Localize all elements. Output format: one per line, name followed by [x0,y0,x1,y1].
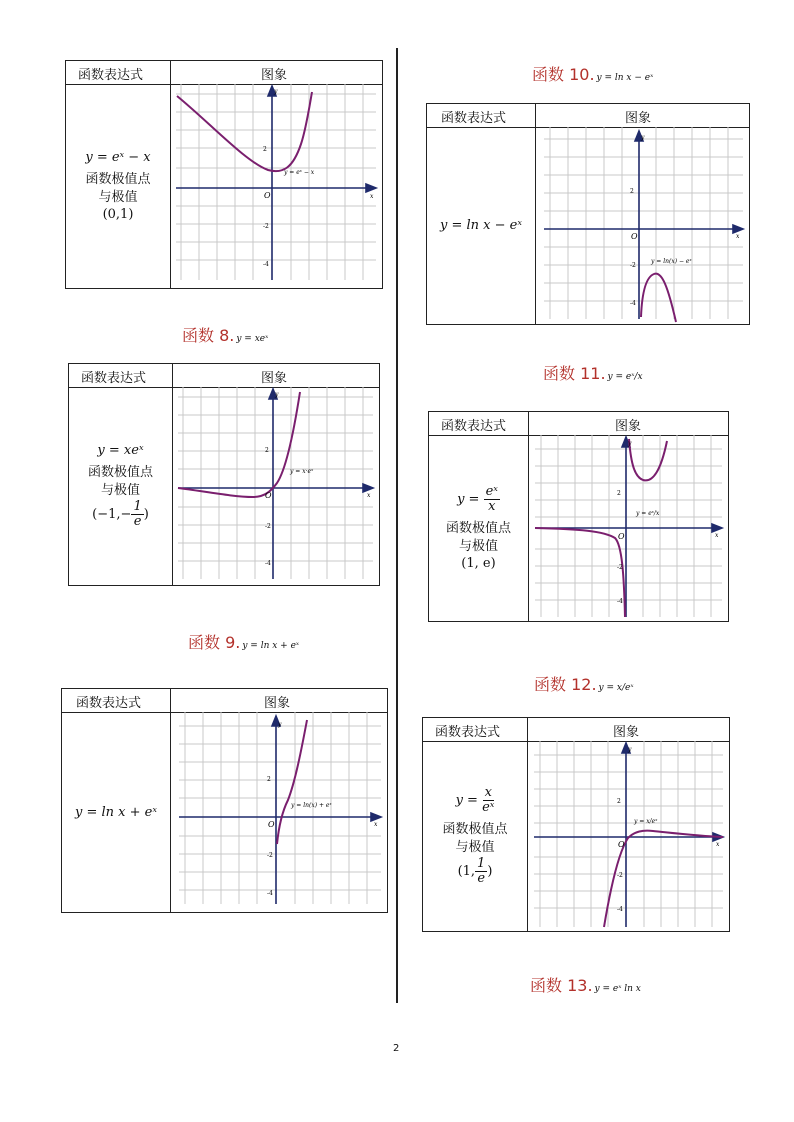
curve-label: y = x/eˣ [634,818,658,825]
header-graph: 图象 [261,371,288,386]
svg-text:O: O [631,232,638,241]
table-function-12 [422,717,730,932]
curve-label: y = x·eˣ [290,468,314,475]
svg-text:-2: -2 [267,852,273,859]
svg-text:y: y [275,391,279,398]
svg-text:y: y [628,440,632,447]
svg-text:-4: -4 [617,598,623,605]
title-function-12: 函数 12. y = x/eˣ [534,675,634,694]
graph-cell [528,741,731,931]
expression-cell [62,712,170,912]
svg-text:2: 2 [617,490,621,497]
table-header [62,689,387,713]
graph-cell [171,712,389,912]
extremum-value: (−1,− $\frac{1}{e}$ ) [92,499,149,529]
svg-text:x: x [374,821,378,828]
extremum-label-line1: 函数极值点 [85,172,151,187]
function-graph [171,84,382,288]
table-function-8 [68,363,380,586]
function-formula: y = ln x − eˣ [440,218,522,233]
svg-text:O: O [268,820,275,829]
svg-text:-4: -4 [263,261,269,268]
svg-text:O: O [618,532,625,541]
function-graph [528,741,729,931]
svg-text:x: x [715,532,719,539]
curve-label: y = eˣ − x [284,169,315,176]
svg-text:-4: -4 [267,890,273,897]
expression-cell [69,387,172,585]
svg-text:2: 2 [265,447,269,454]
svg-text:x: x [736,233,740,240]
extremum-value: (1, e) [461,556,496,571]
header-graph: 图象 [264,696,291,711]
svg-text:O: O [618,840,625,849]
svg-text:y: y [278,721,282,728]
svg-text:-4: -4 [630,300,636,307]
svg-text:-2: -2 [617,564,623,571]
svg-text:x: x [367,492,371,499]
header-graph: 图象 [261,68,288,83]
svg-text:2: 2 [267,776,271,783]
svg-text:y: y [641,134,645,141]
svg-text:-2: -2 [263,223,269,230]
title-function-11: 函数 11. y = eˣ/x [543,364,643,383]
extremum-label-line1: 函数极值点 [445,521,511,536]
function-formula: y = $\frac{\text{eˣ}}{x}$ [457,484,498,514]
extremum-label-line2: 与极值 [455,840,495,855]
header-expression: 函数表达式 [76,696,142,711]
curve-label: y = ln(x) − eˣ [651,258,692,265]
svg-text:-4: -4 [617,906,623,913]
extremum-label-line2: 与极值 [458,539,498,554]
table-function-7 [65,60,383,289]
svg-text:x: x [716,841,720,848]
extremum-value: (1, $\frac{1}{e}$ ) [457,856,493,886]
extremum-label-line2: 与极值 [100,483,140,498]
function-formula: y = eˣ − x [85,150,151,165]
table-function-10 [426,103,750,325]
svg-text:y: y [274,88,278,95]
extremum-label-line1: 函数极值点 [442,822,508,837]
title-function-10: 函数 10. y = ln x − eˣ [532,65,654,84]
graph-cell [171,84,384,288]
column-divider [396,48,398,1003]
header-expression: 函数表达式 [81,371,147,386]
table-header [429,412,728,436]
graph-cell [529,435,730,621]
header-graph: 图象 [625,111,652,126]
table-function-11 [428,411,729,622]
function-graph [536,127,749,324]
table-header [427,104,749,128]
curve-label: y = eˣ/x [636,510,660,517]
expression-cell [427,127,535,324]
svg-text:x: x [370,193,374,200]
title-function-8: 函数 8. y = xeˣ [182,326,269,345]
expression-cell [423,741,527,931]
function-formula: y = xeˣ [97,443,144,458]
graph-cell [173,387,381,585]
curve-label: y = ln(x) + eˣ [291,802,332,809]
svg-text:-2: -2 [630,262,636,269]
header-expression: 函数表达式 [441,111,507,126]
extremum-value: (0,1) [102,207,134,222]
table-header [423,718,729,742]
table-header [66,61,382,85]
expression-cell [66,84,170,288]
title-function-9: 函数 9. y = ln x + eˣ [188,633,300,652]
svg-text:2: 2 [617,798,621,805]
table-function-9 [61,688,388,913]
svg-text:y: y [628,746,632,753]
header-expression: 函数表达式 [78,68,144,83]
svg-text:-2: -2 [617,872,623,879]
title-function-13: 函数 13. y = eˣ ln x [530,976,641,995]
expression-cell [429,435,528,621]
page-number: 2 [393,1043,400,1054]
table-header [69,364,379,388]
header-graph: 图象 [613,725,640,740]
svg-text:-2: -2 [265,523,271,530]
function-graph [529,435,728,621]
header-graph: 图象 [615,419,642,434]
graph-cell [536,127,751,324]
svg-text:-4: -4 [265,560,271,567]
function-graph [173,387,379,585]
svg-text:O: O [265,491,272,500]
extremum-label-line2: 与极值 [98,190,138,205]
function-formula: y = ln x + eˣ [75,804,157,820]
svg-text:O: O [264,191,271,200]
header-expression: 函数表达式 [435,725,501,740]
extremum-label-line1: 函数极值点 [87,465,153,480]
svg-text:2: 2 [630,188,634,195]
function-formula: y = $\frac{x}{\text{eˣ}}$ [455,785,495,815]
svg-text:2: 2 [263,146,267,153]
header-expression: 函数表达式 [441,419,507,434]
function-graph [171,712,387,912]
